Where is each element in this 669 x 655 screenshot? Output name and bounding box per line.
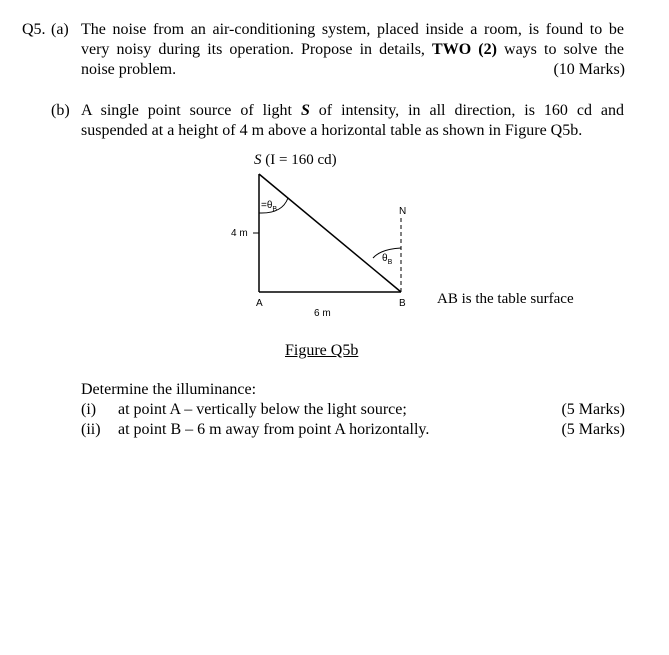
- angle-b-symbol: θ: [382, 253, 388, 264]
- part-a-marks: (10 Marks): [553, 61, 625, 78]
- part-a-two-emphasis: TWO (2): [432, 41, 497, 58]
- angle-b-sub: B: [387, 259, 393, 266]
- light-ray-line: [259, 174, 401, 292]
- part-a-line-2-pre: very noisy during its operation. Propose in details,: [81, 41, 433, 58]
- base-length-label: 6 m: [314, 308, 331, 319]
- figure-source-intensity: (I = 160 cd): [261, 152, 337, 168]
- angle-label-top: [261, 200, 277, 216]
- source-symbol: S: [300, 102, 310, 119]
- figure-caption: Figure Q5b: [285, 342, 359, 359]
- table-surface-note: AB is the table surface: [437, 291, 574, 307]
- item-i-text: at point A – vertically below the light source;: [118, 401, 407, 418]
- part-a-label: (a): [51, 21, 69, 38]
- part-a-line-2-post: ways to solve the: [496, 41, 624, 58]
- angle-top-sub: B: [272, 206, 278, 213]
- part-b-label: (b): [51, 102, 70, 119]
- item-ii-text: at point B – 6 m away from point A horizontally.: [118, 421, 430, 438]
- part-a-line-3: noise problem.: [81, 61, 177, 78]
- question-number: Q5.: [22, 21, 46, 38]
- part-b-line-2: suspended at a height of 4 m above a horizontal table as shown in Figure Q5b.: [81, 122, 583, 139]
- figure-source-symbol: S: [254, 152, 262, 168]
- point-b-label: B: [399, 298, 406, 309]
- point-a-label: A: [256, 298, 263, 309]
- angle-top-symbol: =θ: [261, 200, 273, 211]
- item-i-number: (i): [81, 401, 97, 418]
- item-ii-marks: (5 Marks): [561, 421, 625, 438]
- normal-label: N: [399, 206, 407, 217]
- item-ii-number: (ii): [81, 421, 101, 438]
- part-b-line-1-post: of intensity, in all direction, is 160 cd and: [309, 102, 625, 119]
- angle-label-b: [382, 253, 392, 269]
- height-label: 4 m: [231, 228, 248, 239]
- part-b-line-1-pre: A single point source of light: [81, 102, 301, 119]
- part-a-line-1: The noise from an air-conditioning system, placed inside a room, is found to be: [81, 21, 624, 38]
- determine-heading: Determine the illuminance:: [81, 381, 257, 398]
- item-i-marks: (5 Marks): [561, 401, 625, 418]
